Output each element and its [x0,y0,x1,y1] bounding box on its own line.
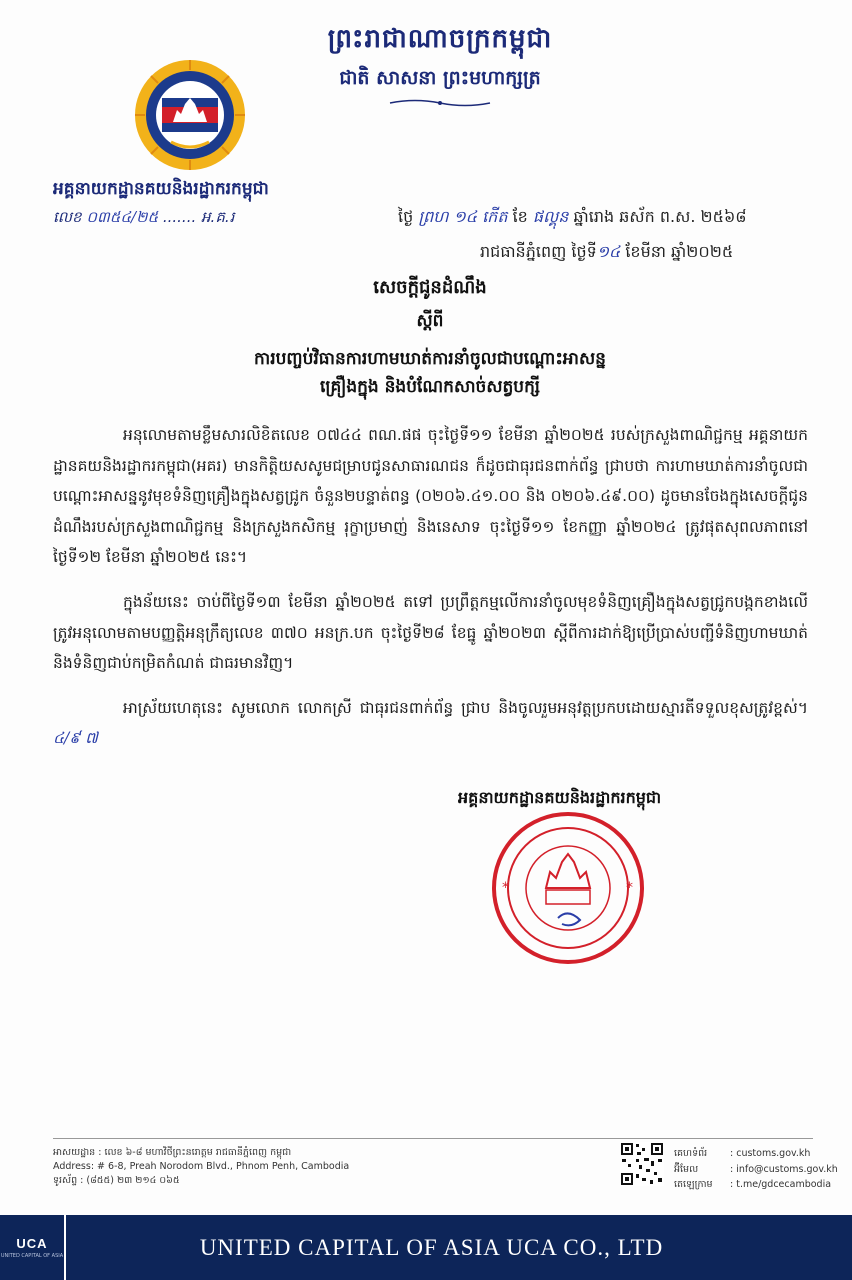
official-seal-icon [488,808,648,968]
uca-logo-subtext: UNITED CAPITAL OF ASIA [0,1253,64,1259]
lunar-year: ឆ្នាំរោង ឆស័ក ព.ស. ២៥៦៨ [573,207,747,226]
reference-suffix: អ.គ.រ [201,208,235,226]
place-prefix: រាជធានីភ្នំពេញ ថ្ងៃទី [480,242,597,261]
uca-banner [0,1215,852,1280]
website-label: គេហទំព័រ [674,1148,708,1159]
email-link[interactable]: : info@customs.gov.kh [730,1163,838,1175]
reference-prefix: លេខ [53,208,82,226]
footer-email-row[interactable] [674,1162,838,1178]
footer-divider [53,1138,813,1139]
notice-body [53,420,808,768]
place-date [480,241,733,265]
lunar-month-label: ខែ [512,207,528,226]
uca-banner-title: UNITED CAPITAL OF ASIA UCA CO., LTD [199,1234,664,1260]
website-link[interactable]: : customs.gov.kh [730,1148,811,1159]
lunar-prefix: ថ្ងៃ [398,207,414,226]
uca-logo-text: UCA [16,1236,48,1251]
telegram-label: តេឡេក្រាម [674,1179,713,1190]
body-paragraph-1: អនុលោមតាមខ្លឹមសារលិខិតលេខ ០៧៤៤ ពណ.ផផ ចុះថ្ងៃទី១១ ខែមីនា ឆ្នាំ២០២៥ របស់ក្រសួងពាណិជ្ជកម្ម អគ្គនាយកដ្ឋានគយនិងរដ្ឋាករកម្ពុជា(អគរ) មានកិត្តិយសសូមជម្រាបជូនសាធារណជន ក៏ដូចជាធុរជនពាក់ព័ន្ធ ជ្រាបថា ការហាមឃាត់ការនាំចូលជាបណ្ដោះអាសន្ននូវមុខទំនិញគ្រឿងក្នុងសត្វជ្រូក ចំនួន២បន្ទាត់ពន្ធ (០២០៦.៤១.០០ និង ០២០៦.៤៩.០០) ដូចមានចែងក្នុងសេចក្ដីជូនដំណឹងរបស់ក្រសួងពាណិជ្ជកម្ម និងក្រសួងកសិកម្ម រុក្ខាប្រមាញ់ និងនេសាទ ចុះថ្ងៃទី១១ ខែកញ្ញា ឆ្នាំ២០២៤ ត្រូវផុតសុពលភាពនៅថ្ងៃទី១២ ខែមីនា ឆ្នាំ២០២៥ នេះ។ [53,426,808,567]
customs-emblem-icon [133,58,247,172]
place-suffix: ខែមីនា ឆ្នាំ២០២៥ [625,242,734,261]
reference-number: លេខ ០៣៥៤/២៥ ....... អ.គ.រ [53,208,235,226]
footer-website-row[interactable] [674,1146,838,1162]
signatory-title: អគ្គនាយកដ្ឋានគយនិងរដ្ឋាករកម្ពុជា [458,788,662,807]
footer-online-contacts [674,1146,838,1193]
notice-subject-line1: ការបញ្ចប់វិធានការហាមឃាត់ការនាំចូលជាបណ្ដោះអាសន្ន [254,349,606,369]
telegram-link[interactable]: : t.me/gdcecambodia [730,1179,832,1190]
footer-contact-address [53,1146,349,1188]
lunar-day-handwritten: ព្រហ ១៤ កើត [418,207,508,226]
svg-text:*: * [626,880,633,896]
reference-number-handwritten: ០៣៥៤/២៥ [86,208,159,226]
notice-subject-line2: គ្រឿងក្នុង និងបំណែកសាច់សត្វបក្សី [320,377,540,397]
address-english: Address: # 6-8, Preah Norodom Blvd., Phnom Penh, Cambodia [53,1161,350,1172]
lunar-date [398,206,747,230]
kingdom-motto: ជាតិ សាសនា ព្រះមហាក្សត្រ [339,67,541,89]
svg-text:*: * [502,880,509,896]
notice-subject-label: ស្ដីពី [416,311,444,331]
body-paragraph-2: ក្នុងន័យនេះ ចាប់ពីថ្ងៃទី១៣ ខែមីនា ឆ្នាំ២០២៥ តទៅ ប្រព្រឹត្តកម្មលើការនាំចូលមុខទំនិញគ្រឿងក្នុងសត្វជ្រូកបង្កកខាងលើ ត្រូវអនុលោមតាមបញ្ញត្តិអនុក្រឹត្យលេខ ៣៧០ អនក្រ.បក ចុះថ្ងៃទី២៨ ខែធ្នូ ឆ្នាំ២០២៣ ស្ដីពីការដាក់ឱ្យប្រើប្រាស់បញ្ជីទំនិញហាមឃាត់ និងទំនិញជាប់កម្រិតកំណត់ ជាធរមានវិញ។ [53,592,808,673]
place-day-handwritten: ១៤ [596,242,621,261]
lunar-month-handwritten: ផល្គុន [532,207,569,226]
department-name: អគ្គនាយកដ្ឋានគយនិងរដ្ឋាករកម្ពុជា [53,179,269,199]
address-khmer: អាសយដ្ឋាន : លេខ ៦-៨ មហាវិថីព្រះនរោត្ដម រាជធានីភ្នំពេញ កម្ពុជា [53,1147,292,1158]
email-label: អ៊ីមែល [674,1163,699,1175]
closing-handwritten-mark: ៤/៩ ៧ [53,729,98,748]
body-paragraph-3 [53,693,808,754]
kingdom-header [290,22,590,108]
uca-logo [0,1215,66,1280]
phone-number: ទូរស័ព្ទ : (៨៥៥) ២៣ ២១៤ ០៦៥ [53,1175,180,1186]
footer-telegram-row[interactable] [674,1177,838,1193]
ornament-icon [385,98,495,108]
notice-heading [150,275,710,401]
qr-code-icon[interactable] [620,1142,664,1186]
notice-title: សេចក្ដីជូនដំណឹង [373,277,487,298]
body-paragraph-3-text: អាស្រ័យហេតុនេះ សូមលោក លោកស្រី ជាធុរជនពាក់ព័ន្ធ ជ្រាប និងចូលរួមអនុវត្តប្រកបដោយស្មារតីទទួលខុសត្រូវខ្ពស់។ [123,698,808,717]
kingdom-title: ព្រះរាជាណាចក្រកម្ពុជា [327,24,553,54]
